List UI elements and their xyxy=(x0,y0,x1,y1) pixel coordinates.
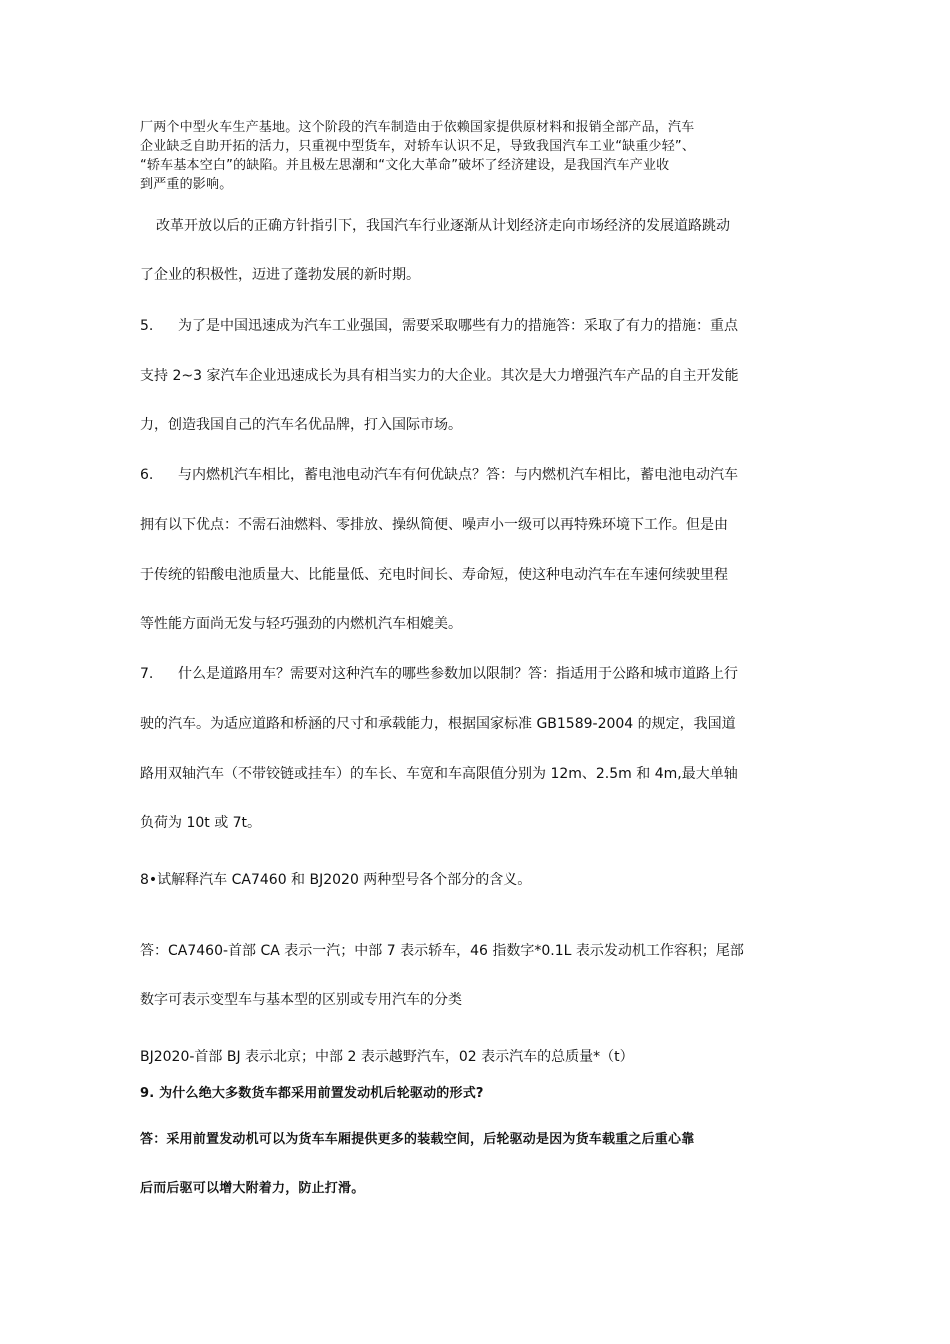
list-number: 6. xyxy=(140,467,154,483)
paragraph-line: 拥有以下优点：不需石油燃料、零排放、操纵简便、噪声小一级可以再特殊环境下工作。但是由 xyxy=(140,517,728,533)
paragraph-line: 数字可表示变型车与基本型的区别或专用汽车的分类 xyxy=(140,992,462,1008)
paragraph-line: 了企业的积极性，迈进了蓬勃发展的新时期。 xyxy=(140,267,420,283)
list-number: 7. xyxy=(140,666,154,682)
paragraph-line: 厂两个中型火车生产基地。这个阶段的汽车制造由于依赖国家提供原材料和报销全部产品，汽车 xyxy=(140,120,695,135)
question-9: 9. 为什么绝大多数货车都采用前置发动机后轮驱动的形式? xyxy=(140,1086,484,1101)
question-8: 8•试解释汽车 CA7460 和 BJ2020 两种型号各个部分的含义。 xyxy=(140,872,532,888)
paragraph-line: 驶的汽车。为适应道路和桥涵的尺寸和承载能力，根据国家标准 GB1589-2004 的规定，我国道 xyxy=(140,716,736,732)
paragraph-line: 路用双轴汽车（不带铰链或挂车）的车长、车宽和车高限值分别为 12m、2.5m 和 4m,最大单轴 xyxy=(140,766,738,782)
question-text: 为了是中国迅速成为汽车工业强国，需要采取哪些有力的措施答：采取了有力的措施：重点 xyxy=(178,318,738,334)
paragraph-line: “轿车基本空白”的缺陷。并且极左思潮和“文化大革命”破坏了经济建设，是我国汽车产业收 xyxy=(140,158,670,173)
paragraph-line: 企业缺乏自助开拓的活力，只重视中型货车，对轿车认识不足，导致我国汽车工业“缺重少轻”、 xyxy=(140,139,696,154)
paragraph-line: 力，创造我国自己的汽车名优品牌，打入国际市场。 xyxy=(140,417,462,433)
paragraph-line: 改革开放以后的正确方针指引下，我国汽车行业逐渐从计划经济走向市场经济的发展道路跳动 xyxy=(156,218,730,234)
paragraph-line: 于传统的铅酸电池质量大、比能量低、充电时间长、寿命短，使这种电动汽车在车速何续驶里程 xyxy=(140,567,728,583)
paragraph-line: 后而后驱可以增大附着力，防止打滑。 xyxy=(140,1181,365,1196)
paragraph-line: 等性能方面尚无发与轻巧强劲的内燃机汽车相媲美。 xyxy=(140,616,462,632)
paragraph-line: 支持 2~3 家汽车企业迅速成长为具有相当实力的大企业。其次是大力增强汽车产品的自主开发能 xyxy=(140,368,739,384)
question-text: 与内燃机汽车相比，蓄电池电动汽车有何优缺点？答：与内燃机汽车相比，蓄电池电动汽车 xyxy=(178,467,738,483)
question-6 xyxy=(140,466,738,484)
paragraph-line: BJ2020-首部 BJ 表示北京；中部 2 表示越野汽车，02 表示汽车的总质量*（t） xyxy=(140,1049,634,1065)
question-5 xyxy=(140,317,738,335)
list-number: 5. xyxy=(140,318,154,334)
question-7 xyxy=(140,665,738,683)
paragraph-line: 负荷为 10t 或 7t。 xyxy=(140,815,262,831)
paragraph-line: 到严重的影响。 xyxy=(140,177,233,192)
answer-line: 答：CA7460-首部 CA 表示一汽；中部 7 表示轿车，46 指数字*0.1L 表示发动机工作容积；尾部 xyxy=(140,943,744,959)
question-text: 什么是道路用车？需要对这种汽车的哪些参数加以限制？答：指适用于公路和城市道路上行 xyxy=(178,666,738,682)
answer-line: 答：采用前置发动机可以为货车车厢提供更多的装载空间，后轮驱动是因为货车载重之后重心靠 xyxy=(140,1132,695,1147)
